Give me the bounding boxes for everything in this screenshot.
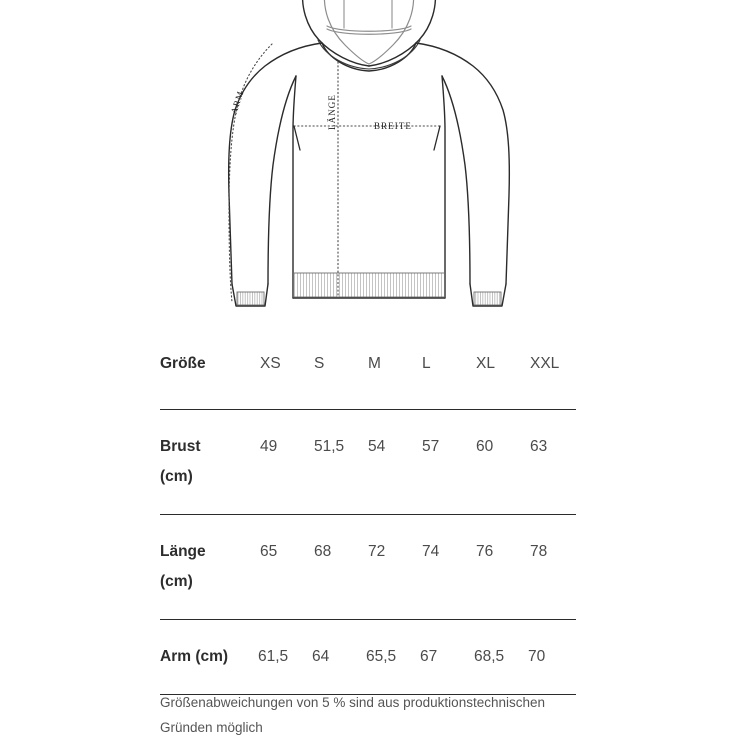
cell-arm-l: 67 [420, 648, 438, 665]
cell-brust-m: 54 [368, 438, 386, 455]
row-label-laenge-line2: (cm) [160, 573, 193, 590]
cell-arm-xs: 61,5 [258, 648, 289, 665]
table-row-arm [160, 620, 584, 694]
header-size-m: M [368, 355, 381, 372]
header-size-l: L [422, 355, 431, 372]
header-size-label: Größe [160, 355, 206, 372]
cell-laenge-l: 74 [422, 543, 440, 560]
row-label-brust-line1: Brust [160, 438, 201, 455]
row-label-brust-line2: (cm) [160, 468, 193, 485]
size-deviation-note: Größenabweichungen von 5 % sind aus produktionstechnischen Gründen möglich [160, 695, 545, 735]
cell-laenge-xs: 65 [260, 543, 278, 560]
size-chart-table [160, 355, 576, 695]
cell-laenge-xl: 76 [476, 543, 494, 560]
cell-brust-xl: 60 [476, 438, 494, 455]
cell-brust-xs: 49 [260, 438, 278, 455]
header-size-xs: XS [260, 355, 281, 372]
cell-laenge-xxl: 78 [530, 543, 548, 560]
left-cuff [232, 284, 268, 306]
cell-arm-xl: 68,5 [474, 648, 505, 665]
breite-measure-guide [294, 121, 440, 150]
body-outline [229, 43, 510, 298]
cell-brust-s: 51,5 [314, 438, 345, 455]
breite-label: BREITE [373, 121, 413, 131]
cell-brust-xxl: 63 [530, 438, 548, 455]
arm-measure-guide [229, 44, 272, 302]
laenge-label: LÄNGE [327, 94, 337, 130]
hood-group [303, 0, 436, 66]
hoodie-illustration [0, 0, 738, 330]
cell-arm-s: 64 [312, 648, 330, 665]
row-label-laenge [160, 515, 260, 619]
cell-laenge-m: 72 [368, 543, 386, 560]
right-cuff [470, 284, 506, 306]
table-header-row [160, 355, 584, 409]
row-label-laenge-line1: Länge [160, 543, 206, 560]
header-size-xl: XL [476, 355, 495, 372]
arm-label: ARM [228, 89, 246, 115]
cell-laenge-s: 68 [314, 543, 332, 560]
hem-ribbing [294, 273, 445, 297]
header-size-s: S [314, 355, 325, 372]
table-row-laenge [160, 515, 584, 619]
laenge-measure-guide [327, 62, 338, 297]
cell-arm-xxl: 70 [528, 648, 546, 665]
row-label-brust [160, 410, 260, 514]
header-size-xxl: XXL [530, 355, 560, 372]
cell-arm-m: 65,5 [366, 648, 397, 665]
table-row-brust [160, 410, 584, 514]
row-label-arm: Arm (cm) [160, 648, 229, 665]
cell-brust-l: 57 [422, 438, 440, 455]
